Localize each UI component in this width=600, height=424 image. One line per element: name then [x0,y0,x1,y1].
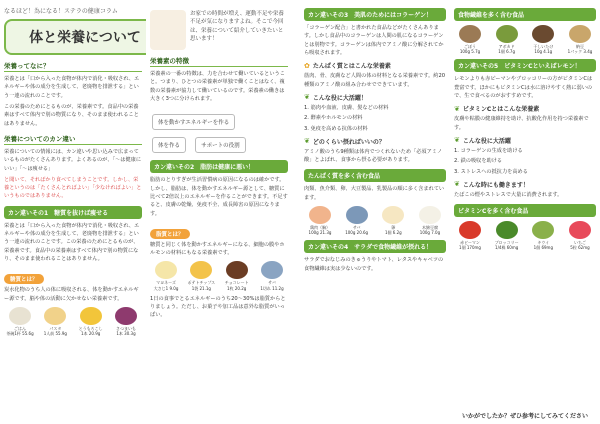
subheading-text: こんな時にも働きます！ [462,181,529,189]
food-item [564,25,596,54]
food-row [454,25,596,54]
food-desc: 100g 21.3g [308,230,332,236]
paragraph: 栄養とは「口から入った食物が体内で消化・吸収され、エネルギーや体の成分を生成して、老廃物を排泄する」という一連の流れのことです。この栄養のためにとるものが、栄養素です。食品中の栄養素はすべて体内で別の物質になり、そのまま使われることはありません。 [4,222,140,262]
broccoli-icon [496,221,518,239]
food-desc: 5粒 62mg [570,245,590,251]
food-desc: 1/4株 60mg [495,245,519,251]
role-chip: 体を動かすエネルギーを作る [152,114,235,130]
food-desc: 10g 4.1g [534,49,553,55]
food-row [454,221,596,250]
subheading-text: こんな役に大活躍 [462,137,511,145]
paragraph: 栄養についての情報には、カン違いや思い込みで広まっているものがたくさんあります。よくあるのが、「～は健康にいい」「～は痩せる」 [4,148,142,172]
subheading [304,93,446,102]
column-2 [146,0,292,424]
chocolate-icon [226,261,248,279]
section-heading: 栄養素の特徴 [150,56,288,67]
food-desc: 大さじ1 9.0g [153,285,179,291]
food-desc: 100g 5.7g [459,49,481,55]
food-desc: 1個 170mg [459,245,481,251]
palm-icon: ❦ [454,104,460,113]
mackerel-icon [261,261,283,279]
food-name: チョコレート [224,280,249,286]
paragraph: たばこの煙やストレスで大量に消費されます。 [454,191,563,198]
section-banner: たんぱく質を多く含む食品 [304,169,446,182]
list-item: 3. ストレスへの抵抗力を高める [454,168,528,175]
sunflower-icon: ✿ [304,61,310,70]
column-4 [450,0,600,424]
food-desc: 1個 6.7g [498,49,516,55]
corn-icon [80,307,102,325]
egg-icon [382,206,404,224]
food-item [185,261,217,290]
natto-icon [569,25,591,43]
paragraph: 「コラーゲン配合」と書かれた食品などがたくさんあります。しかし食品中のコラーゲンは人間の肌になるコラーゲンとは別物です。コラーゲンは体内でアミノ酸に分解されてから吸収されます。 [304,25,444,56]
food-desc: 茶碗1杯 55.6g [6,331,34,337]
food-desc: 1人前 55.9g [43,331,67,337]
food-name: いちご [573,240,586,246]
paragraph: 糖質と同じく体を動かすエネルギーになる、細胞の膜やホルモンの材料にもなる栄養素です。 [150,241,285,257]
paragraph: サラダでおなじみのきゅうりやトマト、レタスやキャベツの食物繊維は実は少ないのです。 [304,257,444,272]
food-item [491,221,523,250]
red-pepper-icon [459,221,481,239]
list-item: 3. 免疫を高める抗体の材料 [304,125,368,132]
paragraph: 肉類、魚介類、卵、大豆製品、乳製品の順に多く含まれています。 [304,186,445,201]
list-item: 2. 鉄の吸収を助ける [454,158,503,165]
column-3 [300,0,450,424]
food-item [527,25,559,54]
food-item [454,25,486,54]
subheading [454,180,596,189]
food-desc: 1枚 20.2g [227,285,247,291]
subheading [454,136,596,145]
food-item [414,206,446,235]
section-banner: 食物繊維を多く含む食品 [454,8,596,21]
food-item [75,307,107,336]
food-name: さつまいも [115,325,136,331]
food-desc: 1本 20.9g [81,331,101,337]
section-heading: 栄養についてのカン違い [4,134,142,145]
food-name: 干しいたけ [533,44,554,49]
food-name: 卵 [391,225,396,231]
paragraph: アミノ酸のうち9種類は体内でつくれないため「必須アミノ酸」とよばれ、食事から摂る必要があります。 [304,148,443,164]
food-desc: 1切れ 11.2g [260,285,284,291]
list-item: 1. 筋肉や血液、皮膚、髪などの材料 [304,104,389,111]
food-desc: 1個 6.2g [384,230,402,236]
intro-text: お家での時間が増え、運動不足や栄養不足が気になりますよね。そこで今回は、栄養について紹介していきたいと思います！ [190,11,284,42]
mayonnaise-icon [155,261,177,279]
paragraph: 脂肪のとりすぎが生活習慣病の原因になるのは確かです。しかし、脂肪は、体を動かすエネルギー源として、糖質に比べて2倍以上のエネルギーを作ることができます。不足すると、皮膚の乾燥、免疫不全、成長障害の原因になります。 [150,177,288,217]
chicken-icon [309,206,331,224]
intro-block [150,10,288,50]
food-desc: 1パック 3.4g [567,49,593,55]
food-name: サバ [352,225,361,231]
list-item: 2. 酵素やホルモンの材料 [304,115,363,122]
food-name: サバ [268,280,276,286]
section-banner: ビタミンCを多く含む食品 [454,204,596,217]
column-1 [0,0,146,424]
food-name: ポテトチップス [187,280,216,286]
section-banner: カン違いその1 糖質を抜けば痩せる [4,206,142,219]
role-chip: サポートの役割 [195,137,246,153]
food-name: 鶏肉（胸） [310,225,330,231]
food-name: ごはん [14,325,26,331]
food-item [150,261,182,290]
section-banner: カン違いその2 脂肪は健康に悪い！ [150,160,288,173]
role-chip: 体を作る [152,137,186,153]
nutrient-roles [150,109,288,155]
food-desc: 100g 7.0g [419,230,441,236]
food-item [256,261,288,290]
strawberry-icon [569,221,591,239]
sweet-potato-icon [115,307,137,325]
paragraph: 栄養素の一番の特徴は、力を合わせて働いているということ。つまり、ひとつの栄養素が単独で働くことはなく、複数の栄養素が協力して働いているのです。栄養素の働きは大きく3つに分けられます。 [150,71,285,102]
subheading [454,104,596,113]
food-name: 赤ピーマン [460,240,480,246]
food-item [491,25,523,54]
subheading-text: ビタミンCとはこんな栄養素 [462,106,540,114]
paragraph-highlight: と聞いて、そればかり食べてしまうことです。しかし、栄養というのは「たくさんとればよい」「少なければよい」というものではありません。 [4,176,142,200]
paragraph: 皮膚や粘膜の健康維持を助け、抗酸化作用を持つ栄養素です。 [454,116,589,131]
food-item [39,307,71,336]
food-item [377,206,409,235]
food-item [221,261,253,290]
burdock-icon [459,25,481,43]
food-name: アボカド [498,44,515,49]
food-desc: 1本 30.3g [116,331,136,337]
food-row [304,206,446,235]
chips-icon [190,261,212,279]
callout-pill: 脂質とは？ [150,229,190,239]
food-item [304,206,336,235]
paragraph: 炭水化物のうち人の体に吸収される、体を動かすエネルギー源です。脳や体の活動に欠かせない栄養素です。 [4,287,139,302]
rice-icon [9,307,31,325]
callout-pill: 糖質とは？ [4,274,44,284]
food-item [564,221,596,250]
section-banner: カン違いその4 サラダで食物繊維が摂れる！ [304,240,446,253]
section-heading: 栄養ってなに？ [4,61,142,72]
subheading-text: どのくらい摂ればいいの？ [312,138,385,146]
food-item [454,221,486,250]
chef-illustration [150,10,186,50]
food-row [4,307,142,336]
food-desc: 100g 20.6g [345,230,369,236]
section-banner: カン違いその3 美肌のためにはコラーゲン！ [304,8,446,21]
food-row [150,261,288,290]
avocado-icon [496,25,518,43]
paragraph: 1日の食事でとるエネルギーのうち20～30%は脂質からとりましょう。ただし、お菓子や加工品は意外な脂質がいっぱい。 [150,295,286,319]
subheading [304,137,446,146]
food-item [4,307,36,336]
food-name: 納豆 [575,44,584,49]
fish-icon [346,206,368,224]
paragraph: 筋肉、骨、皮膚など人間の体の材料となる栄養素です。約20種類のアミノ酸の組み合わせでできています。 [304,73,446,88]
tofu-icon [419,206,441,224]
kiwi-icon [532,221,554,239]
food-desc: 1袋 21.1g [191,285,211,291]
paragraph: レモンよりも赤ピーマンやブロッコリーの方がビタミンCは豊富です。ほかにもビタミンCは水に溶けやすく熱に弱いので、生で食べるのがおすすめです。 [454,76,593,99]
list-item: 1. コラーゲンの生成を助ける [454,147,523,154]
subheading [304,61,446,70]
palm-icon: ❦ [454,136,460,145]
leaf-icon: ❦ [304,137,310,146]
food-desc: 1個 69mg [533,245,553,251]
food-name: マヨネーズ [156,280,176,286]
paragraph: 栄養とは「口から入った食物が体内で消化・吸収され、エネルギーや体の成分を生成して、老廃物を排泄する」という一連の流れのことです。 [4,76,140,99]
subheading-text: こんな役に大活躍！ [312,94,367,102]
palm-icon: ❦ [454,180,460,189]
paragraph: この栄養のためにとるものが、栄養素です。食品中の栄養素はすべて体内で別の物質になり、そのまま使われることはありません。 [4,103,139,127]
food-name: キウイ [537,240,550,246]
food-item [527,221,559,250]
food-name: ごぼう [464,44,476,49]
pasta-icon [44,307,66,325]
food-name: 木綿豆腐 [421,225,438,231]
food-item [341,206,373,235]
section-banner: カン違いその5 ビタミンCといえばレモン！ [454,59,596,72]
food-name: とうもろこし [78,325,103,331]
food-name: ブロッコリー [494,240,519,246]
food-name: パスタ [49,325,62,331]
leaf-icon: ❦ [304,93,310,102]
page-title: 体と栄養について [4,19,146,55]
series-title: なるほど！為になる！ステラの健康コラム [4,8,118,15]
subheading-text: たんぱく質とはこんな栄養素 [312,63,391,71]
footer-message: いかがでしたか？ぜひ参考にしてみてください [461,413,588,420]
mushroom-icon [532,25,554,43]
food-item [110,307,142,336]
